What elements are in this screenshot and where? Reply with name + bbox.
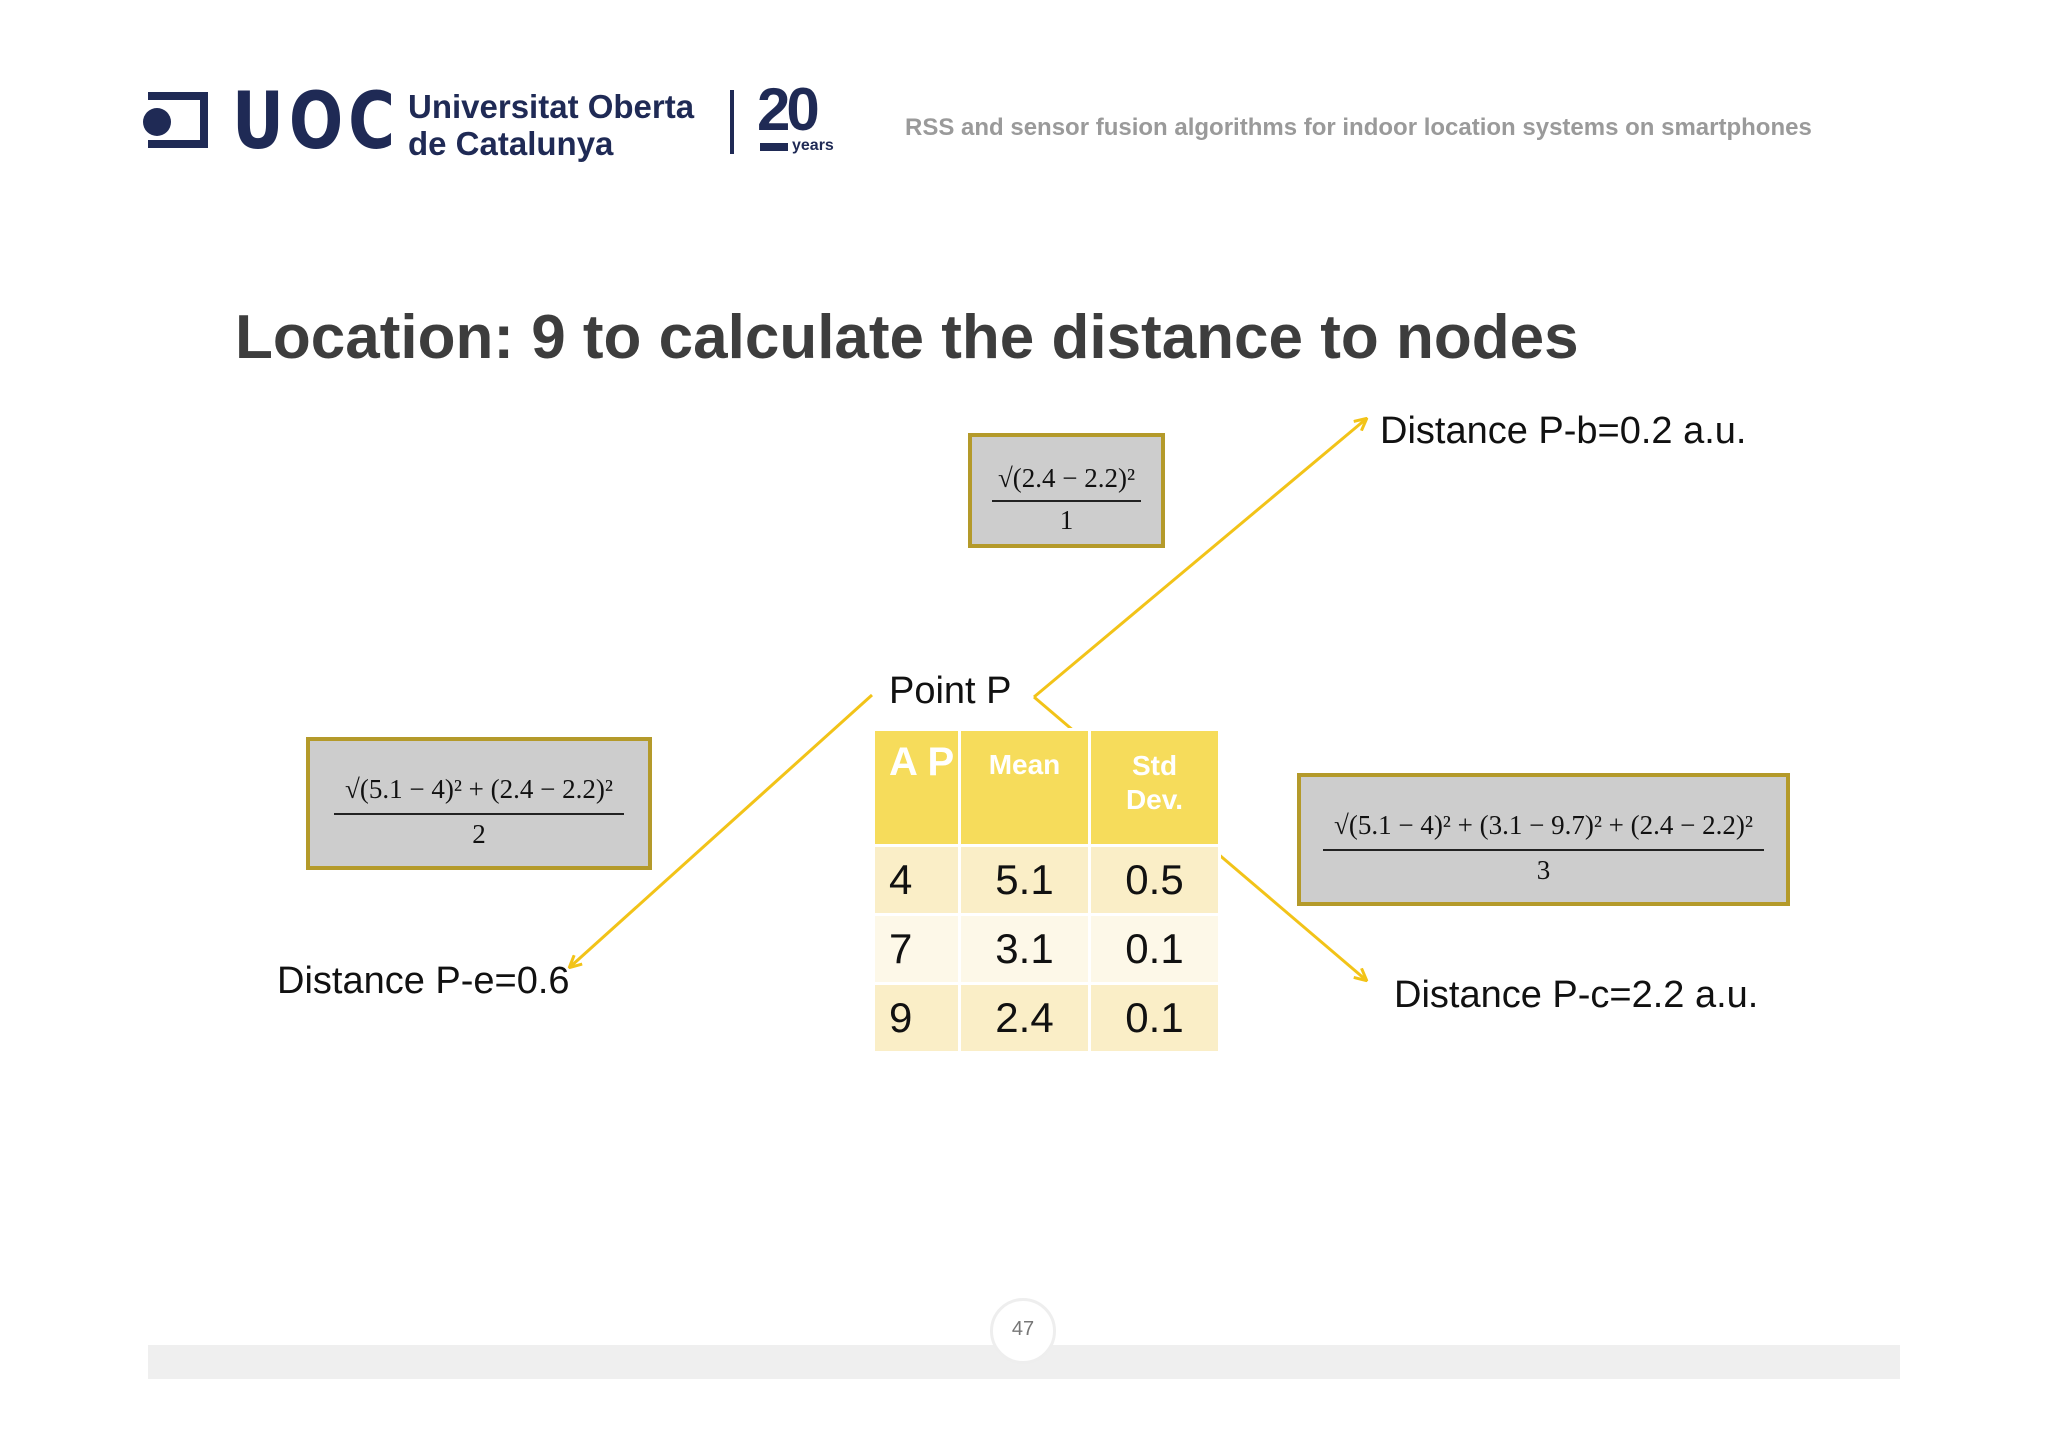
row-ap: 4 <box>874 846 960 915</box>
page-number: 47 <box>1011 1318 1035 1340</box>
distance-e-label: Distance P-e=0.6 <box>277 960 570 1002</box>
row-std: 0.5 <box>1090 846 1220 915</box>
row-mean: 3.1 <box>960 915 1090 984</box>
university-name-line2: de Catalunya <box>408 125 614 162</box>
anniversary-unit: years <box>792 137 834 154</box>
formula-c-denominator: 3 <box>1536 855 1551 885</box>
formula-b-numerator: √(2.4 − 2.2)² <box>997 463 1136 493</box>
row-mean: 5.1 <box>960 846 1090 915</box>
formula-c-numerator: √(5.1 − 4)² + (3.1 − 9.7)² + (2.4 − 2.2)² <box>1334 810 1753 840</box>
header-ap: A P <box>874 730 960 846</box>
formula-e-denominator: 2 <box>472 819 486 849</box>
formula-c-fraction-line <box>1323 849 1764 851</box>
distance-b-label: Distance P-b=0.2 a.u. <box>1380 410 1747 452</box>
anniversary-number: 20 <box>757 76 816 143</box>
formula-box-b <box>968 433 1165 548</box>
university-name-line1: Universitat Oberta <box>408 88 695 125</box>
ap-stats-table <box>872 728 1221 1054</box>
slide-title: Location: 9 to calculate the distance to nodes <box>235 303 1579 372</box>
formula-b-denominator: 1 <box>1059 505 1074 535</box>
row-std: 0.1 <box>1090 915 1220 984</box>
formula-box-e <box>306 737 652 870</box>
presentation-subtitle: RSS and sensor fusion algorithms for indoor location systems on smartphones <box>905 114 1812 141</box>
table-row <box>874 846 1220 915</box>
header-std-dev: Std Dev. <box>1090 730 1220 846</box>
row-std: 0.1 <box>1090 984 1220 1053</box>
formula-b-fraction-line <box>992 500 1141 502</box>
logo-wordmark: UOC <box>232 77 401 167</box>
table-row <box>874 984 1220 1053</box>
row-ap: 7 <box>874 915 960 984</box>
table-row <box>874 915 1220 984</box>
formula-e-fraction-line <box>334 813 624 815</box>
row-ap: 9 <box>874 984 960 1053</box>
formula-e-numerator: √(5.1 − 4)² + (2.4 − 2.2)² <box>345 774 613 804</box>
table-header-row <box>874 730 1220 846</box>
row-mean: 2.4 <box>960 984 1090 1053</box>
header-mean: Mean <box>960 730 1090 846</box>
formula-box-c <box>1297 773 1790 906</box>
distance-c-label: Distance P-c=2.2 a.u. <box>1394 974 1759 1016</box>
point-p-label: Point P <box>889 670 1012 712</box>
